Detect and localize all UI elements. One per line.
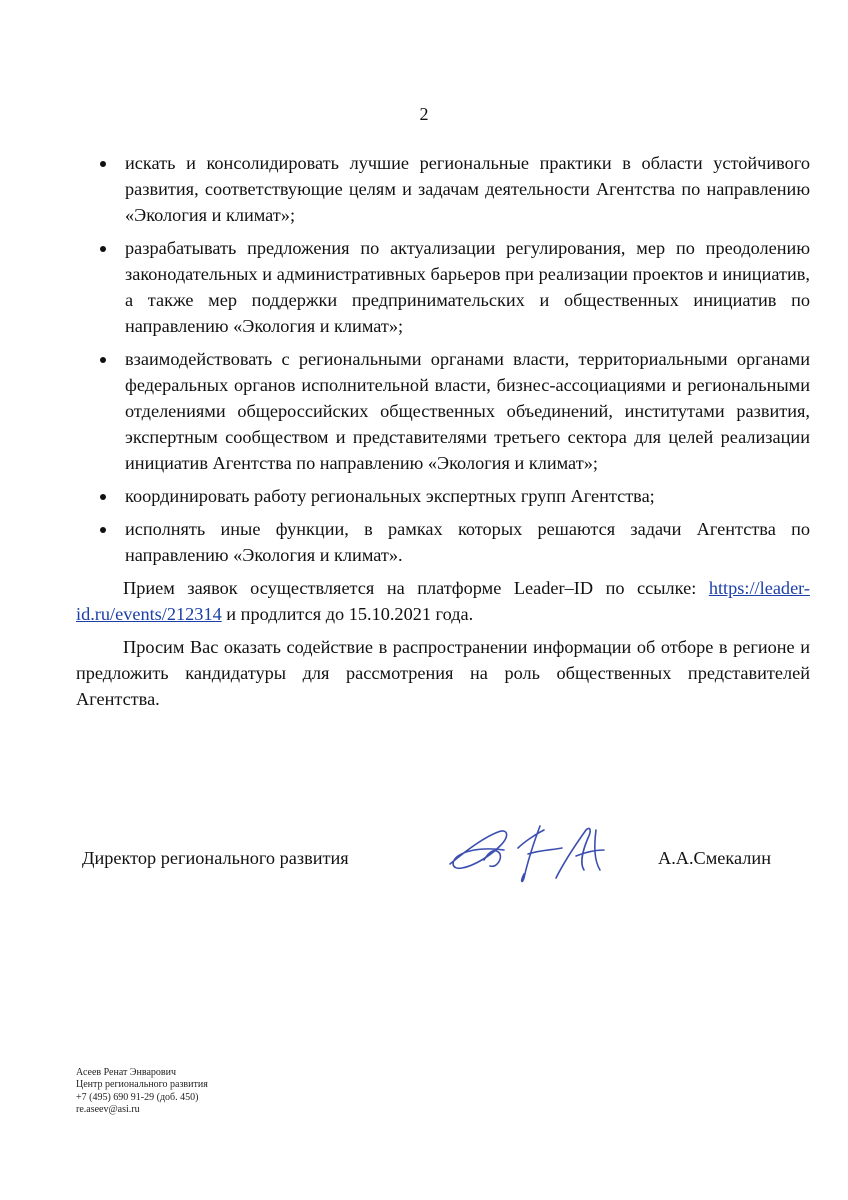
list-item-text: исполнять иные функции, в рамках которых решаются задачи Агентства по направлению «Экология и климат». <box>125 519 810 565</box>
application-text-prefix: Прием заявок осуществляется на платформе Leader–ID по ссылке: <box>123 578 709 598</box>
duties-list <box>76 150 810 568</box>
bullet-icon <box>100 527 106 533</box>
letter-body <box>76 150 810 719</box>
application-text-suffix: и продлится до 15.10.2021 года. <box>221 604 474 624</box>
list-item <box>76 516 810 568</box>
bullet-icon <box>100 357 106 363</box>
leader-id-link[interactable]: https://leader-id.ru/events/212314 <box>76 578 810 624</box>
list-item-text: взаимодействовать с региональными органами власти, территориальными органами федеральных органов исполнительной власти, бизнес-ассоциациями и региональными отделениями общероссийских общественных объединений, институтами развития, экспертным сообществом и представителями третьего сектора для целей реализации инициатив Агентства по направлению «Экология и климат»; <box>125 349 810 473</box>
executor-footer <box>76 1067 208 1116</box>
signature-row <box>0 844 848 884</box>
list-item-text: разрабатывать предложения по актуализации регулирования, мер по преодолению законодательных и административных барьеров при реализации проектов и инициатив, а также мер поддержки предпринимательских и общественных инициатив по направлению «Экология и климат»; <box>125 238 810 336</box>
request-paragraph: Просим Вас оказать содействие в распространении информации об отборе в регионе и предложить кандидатуры для рассмотрения на роль общественных представителей Агентства. <box>76 637 810 709</box>
executor-email: re.aseev@asi.ru <box>76 1103 140 1115</box>
executor-name: Асеев Ренат Энварович <box>76 1067 176 1078</box>
list-item-text: искать и консолидировать лучшие региональные практики в области устойчивого развития, соответствующие целям и задачам деятельности Агентства по направлению «Экология и климат»; <box>125 153 810 225</box>
signatory-name: А.А.Смекалин <box>658 848 771 868</box>
executor-phone: +7 (495) 690 91-29 (доб. 450) <box>76 1091 199 1103</box>
bullet-icon <box>100 494 106 500</box>
list-item-text: координировать работу региональных экспертных групп Агентства; <box>125 486 655 506</box>
bullet-icon <box>100 161 106 167</box>
executor-department: Центр регионального развития <box>76 1079 208 1091</box>
bullet-icon <box>100 246 106 252</box>
signatory-title: Директор регионального развития <box>82 848 349 868</box>
list-item <box>76 483 810 509</box>
list-item <box>76 346 810 476</box>
list-item <box>76 235 810 339</box>
application-paragraph <box>76 575 810 627</box>
page-number: 2 <box>419 104 429 124</box>
handwritten-signature <box>444 820 624 890</box>
list-item <box>76 150 810 228</box>
